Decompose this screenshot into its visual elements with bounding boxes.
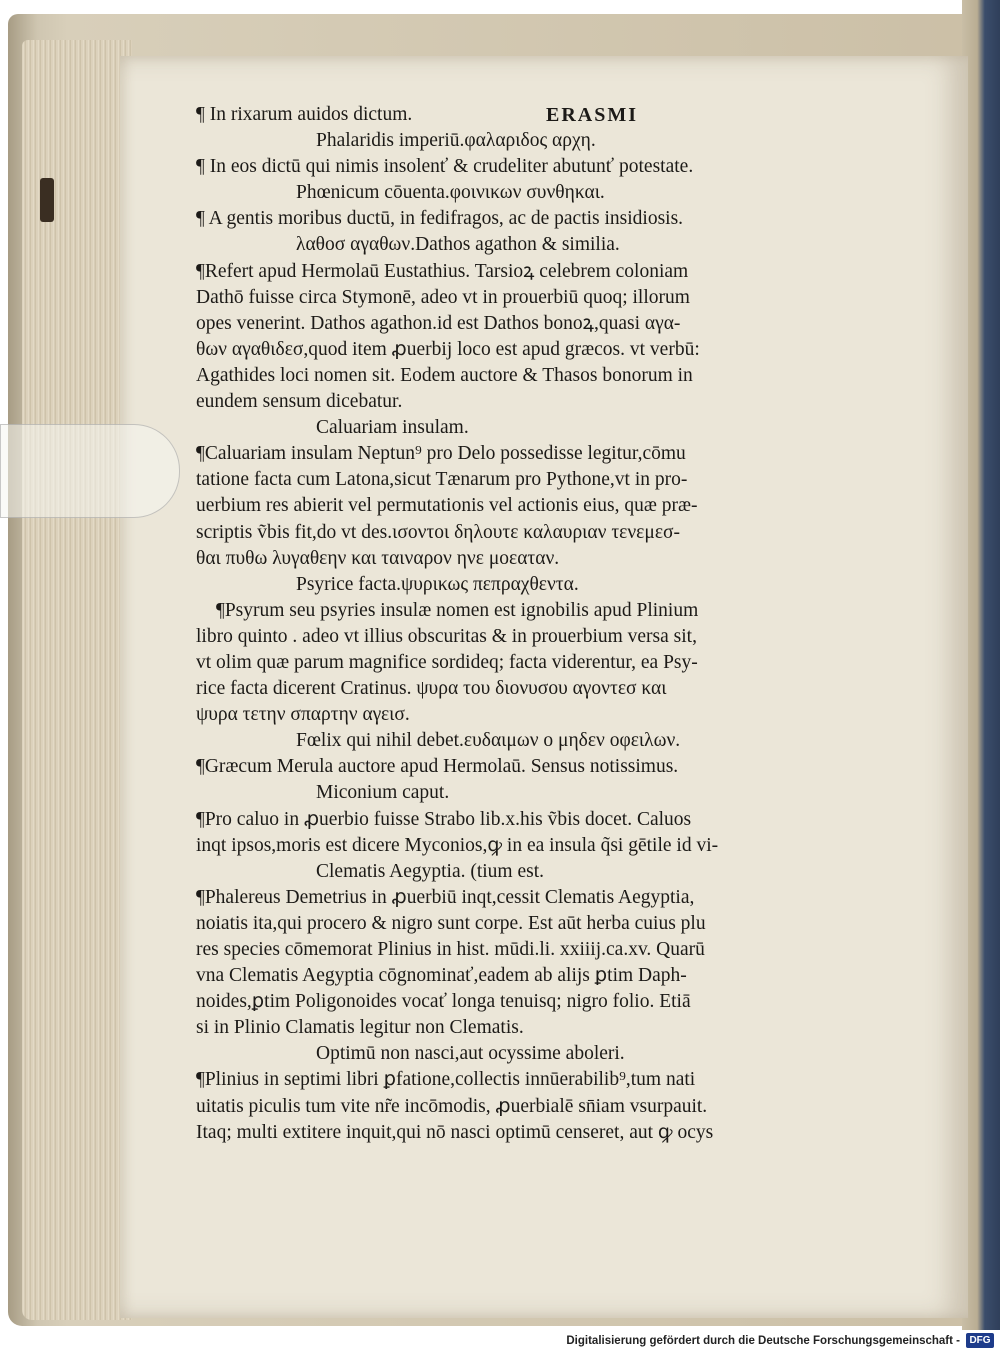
text-line: rice facta dicerent Cratinus. ψυρα του διονυσου αγοντεσ και bbox=[196, 678, 667, 700]
page-edges bbox=[22, 40, 132, 1320]
running-head: ERASMI bbox=[546, 104, 639, 126]
text-line: Clematis Aegyptia. (tium est. bbox=[316, 860, 545, 882]
text-line: Agathides loci nomen sit. Eodem auctore & Thasos bonorum in bbox=[196, 364, 693, 386]
text-line: ψυρα τετην σπαρτην αγεισ. bbox=[196, 704, 410, 726]
text-line: res species cōmemorat Plinius in hist. mūdi.li. xxiiij.ca.xv. Quarū bbox=[196, 939, 705, 960]
text-line: θων αγαθιδεσ,quod item ꝓuerbij loco est apud græcos. vt verbū: bbox=[196, 338, 700, 360]
text-line: ¶Phalereus Demetrius in ꝓuerbiū inqt,cessit Clematis Aegyptia, bbox=[196, 886, 695, 908]
text-line: Psyrice facta.ψυρικως πεπραχθεντα. bbox=[296, 573, 579, 595]
text-line: ¶Caluariam insulam Neptun⁹ pro Delo possedisse legitur,cōmu bbox=[196, 443, 686, 465]
page-text bbox=[196, 102, 916, 1146]
text-line: eundem sensum dicebatur. bbox=[196, 391, 403, 413]
text-line: Dathō fuisse circa Stymonē, adeo vt in prouerbiū quoq; illorum bbox=[196, 286, 690, 308]
text-line: uerbium res abierit vel permutationis vel actionis eius, quæ præ- bbox=[196, 495, 698, 517]
text-line: vt olim quæ parum magnifice sordideq; facta viderentur, ea Psy- bbox=[196, 651, 698, 673]
bookmark-tab bbox=[0, 424, 180, 518]
text-line: Phalaridis imperiū.φαλαριδος αρχη. bbox=[316, 130, 596, 152]
text-line: ¶Refert apud Hermolaū Eustathius. Tarsioꝝ celebrem coloniam bbox=[196, 260, 689, 282]
text-line: ¶Pro caluo in ꝓuerbio fuisse Strabo lib.x.his ṽbis docet. Caluos bbox=[196, 808, 692, 830]
clasp bbox=[40, 178, 54, 222]
text-line: Phœnicum cōuenta.φοινικων συνθηκαι. bbox=[296, 182, 605, 204]
text-line: ¶Græcum Merula auctore apud Hermolaū. Sensus notissimus. bbox=[196, 756, 679, 778]
text-line: uitatis piculis tum vite nr̃e incōmodis, ꝓuerbialē sn̄iam vsurpauit. bbox=[196, 1095, 708, 1117]
text-line: tatione facta cum Latona,sicut Tænarum pro Pythone,vt in pro- bbox=[196, 469, 688, 491]
footer bbox=[0, 1330, 1000, 1352]
text-line: ¶ In eos dictū qui nimis insolenť & crudeliter abutunť potestate. bbox=[196, 156, 694, 178]
text-line: noiatis ita,qui procero & nigro sunt corpe. Est aūt herba cuius plu bbox=[196, 912, 706, 934]
text-line: ¶ A gentis moribus ductū, in fedifragos, ac de pactis insidiosis. bbox=[196, 208, 684, 230]
text-line: ¶Psyrum seu psyries insulæ nomen est ignobilis apud Plinium bbox=[216, 599, 699, 621]
text-line: libro quinto . adeo vt illius obscuritas & in prouerbium versa sit, bbox=[196, 625, 697, 647]
text-line: ¶Plinius in septimi libri ꝑfatione,collectis innūerabilib⁹,tum nati bbox=[196, 1069, 696, 1091]
text-line: scriptis ṽbis fit,do vt des.ισοντοι δηλουτε καλαυριαν τενεμεσ- bbox=[196, 521, 681, 543]
text-line: vna Clematis Aegyptia cōgnominať,eadem ab alijs ꝑtim Daph- bbox=[196, 965, 687, 987]
text-line: Fœlix qui nihil debet.ευδαιμων ο μηδεν οφειλων. bbox=[296, 730, 681, 752]
text-line: θαι πυθω λυγαθεην και ταιναρον ηνε μοεαταν. bbox=[196, 547, 560, 569]
text-line: Caluariam insulam. bbox=[316, 417, 469, 439]
text-line: λαθοσ αγαθων.Dathos agathon & similia. bbox=[296, 234, 620, 256]
footer-text: Digitalisierung gefördert durch die Deutsche Forschungsgemeinschaft - bbox=[566, 1335, 960, 1347]
dfg-logo: DFG bbox=[966, 1333, 994, 1348]
text-line: Optimū non nasci,aut ocyssime aboleri. bbox=[316, 1043, 625, 1065]
text-line: inqt ipsos,moris est dicere Myconios,ꝙ in ea insula q̃si gētile id vi- bbox=[196, 834, 719, 856]
text-line: Miconium caput. bbox=[316, 782, 450, 804]
text-line: opes venerint. Dathos agathon.id est Dathos bonoꝝ,quasi αγα- bbox=[196, 312, 681, 334]
text-line: Itaq; multi extitere inquit,qui nō nasci optimū censeret, aut ꝙ ocys bbox=[196, 1121, 714, 1143]
text-line: si in Plinio Clamatis legitur non Clematis. bbox=[196, 1017, 524, 1039]
text-line: noides,ꝑtim Poligonoides vocať longa tenuisq; nigro folio. Etiā bbox=[196, 991, 691, 1013]
text-line: ¶ In rixarum auidos dictum. bbox=[196, 104, 413, 125]
